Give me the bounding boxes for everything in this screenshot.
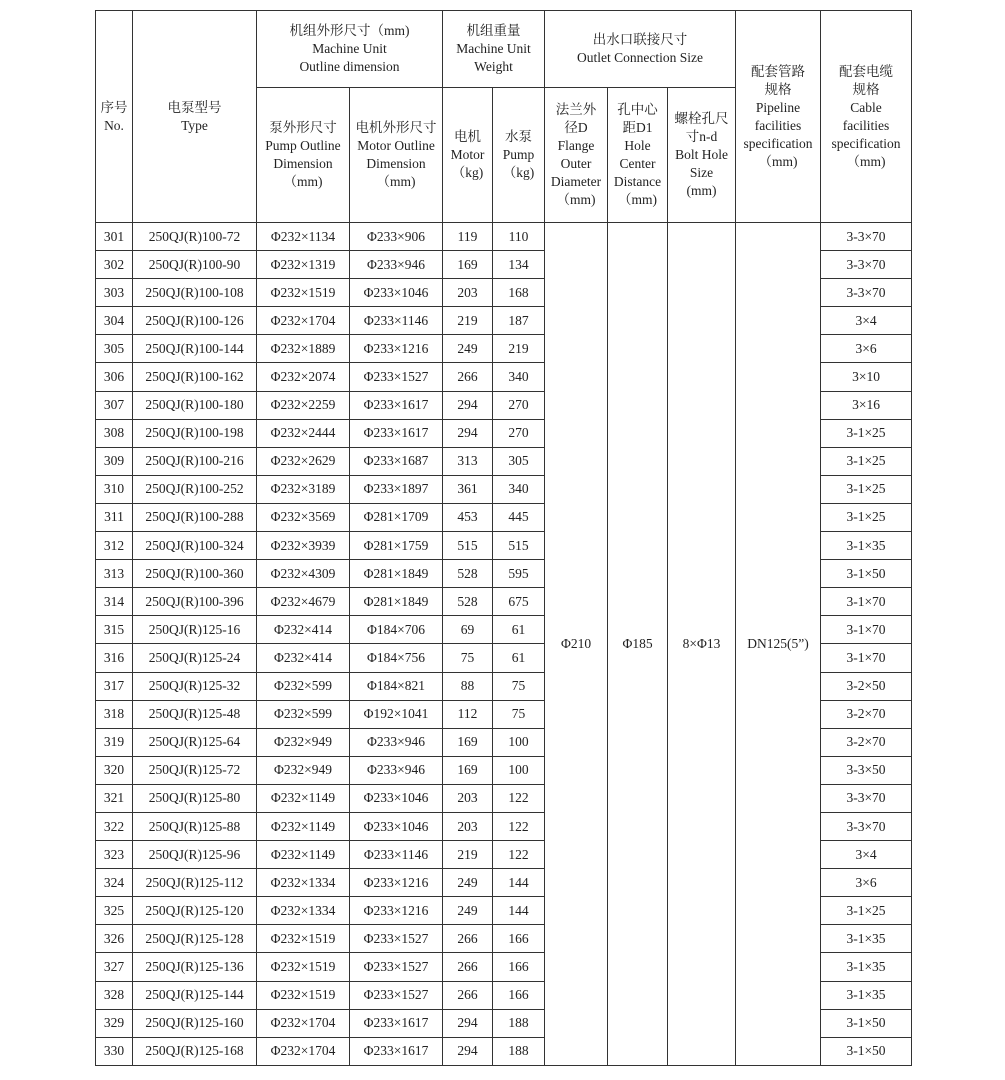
header-type-cn: 电泵型号 — [167, 99, 222, 115]
header-cable-unit: （mm) — [846, 153, 886, 169]
cell-type: 250QJ(R)100-360 — [133, 560, 257, 588]
cell-motor-weight: 88 — [443, 672, 493, 700]
header-pump-outline-en2: Dimension — [273, 156, 333, 171]
cell-pump-outline: Φ232×1519 — [257, 925, 350, 953]
cell-cable: 3-3×70 — [821, 279, 912, 307]
cell-motor-outline: Φ233×1527 — [350, 363, 443, 391]
cell-no: 306 — [96, 363, 133, 391]
header-type — [133, 11, 257, 223]
table-body — [96, 223, 912, 1066]
header-motor-weight — [443, 88, 493, 223]
cell-cable: 3-1×35 — [821, 532, 912, 560]
header-pump-weight — [493, 88, 545, 223]
header-cable — [821, 11, 912, 223]
cell-pump-outline: Φ232×3189 — [257, 475, 350, 503]
cell-cable: 3×6 — [821, 869, 912, 897]
cell-type: 250QJ(R)125-160 — [133, 1009, 257, 1037]
cell-pump-outline: Φ232×1519 — [257, 279, 350, 307]
cell-motor-weight: 453 — [443, 503, 493, 531]
cell-no: 314 — [96, 588, 133, 616]
table-row — [96, 223, 912, 251]
cell-pump-weight: 134 — [493, 251, 545, 279]
cell-motor-weight: 313 — [443, 447, 493, 475]
header-pump-outline-unit: （mm) — [283, 174, 323, 189]
cell-cable: 3-1×35 — [821, 981, 912, 1009]
header-pump-outline-cn: 泵外形尺寸 — [269, 120, 337, 135]
header-outline-en2: Outline dimension — [299, 59, 400, 74]
cell-type: 250QJ(R)100-180 — [133, 391, 257, 419]
cell-pump-outline: Φ232×949 — [257, 728, 350, 756]
cell-type: 250QJ(R)100-396 — [133, 588, 257, 616]
cell-pump-weight: 305 — [493, 447, 545, 475]
cell-motor-outline: Φ233×946 — [350, 251, 443, 279]
cell-pump-outline: Φ232×599 — [257, 672, 350, 700]
cell-no: 315 — [96, 616, 133, 644]
cell-pump-weight: 188 — [493, 1009, 545, 1037]
cell-no: 310 — [96, 475, 133, 503]
header-pump-outline-en1: Pump Outline — [265, 138, 341, 153]
table-header — [96, 11, 912, 223]
cell-cable: 3-1×50 — [821, 1009, 912, 1037]
cell-cable: 3-1×35 — [821, 953, 912, 981]
cell-pump-weight: 168 — [493, 279, 545, 307]
cell-no: 316 — [96, 644, 133, 672]
header-motor-outline — [350, 88, 443, 223]
cell-type: 250QJ(R)125-144 — [133, 981, 257, 1009]
cell-pump-weight: 445 — [493, 503, 545, 531]
cell-motor-weight: 203 — [443, 812, 493, 840]
cell-pump-outline: Φ232×1149 — [257, 784, 350, 812]
header-flange-unit: （mm) — [556, 192, 596, 207]
header-type-en: Type — [181, 117, 208, 133]
cell-type: 250QJ(R)125-72 — [133, 756, 257, 784]
cell-no: 301 — [96, 223, 133, 251]
cell-no: 326 — [96, 925, 133, 953]
cell-pump-weight: 166 — [493, 953, 545, 981]
cell-motor-outline: Φ281×1759 — [350, 532, 443, 560]
header-bolt — [668, 88, 736, 223]
cell-motor-weight: 249 — [443, 869, 493, 897]
header-flange — [545, 88, 608, 223]
cell-pump-weight: 122 — [493, 812, 545, 840]
cell-pump-outline: Φ232×1319 — [257, 251, 350, 279]
cell-pipeline: DN125(5”) — [736, 223, 821, 1066]
cell-pump-outline: Φ232×1704 — [257, 307, 350, 335]
header-pipeline-cn1: 配套管路 — [751, 63, 806, 79]
header-pipeline-unit: （mm) — [758, 153, 798, 169]
header-no — [96, 11, 133, 223]
cell-no: 322 — [96, 812, 133, 840]
header-flange-cn2: 径D — [564, 120, 588, 135]
cell-type: 250QJ(R)100-198 — [133, 419, 257, 447]
cell-pump-weight: 166 — [493, 925, 545, 953]
cell-motor-outline: Φ192×1041 — [350, 700, 443, 728]
header-weight — [443, 11, 545, 88]
cell-no: 330 — [96, 1037, 133, 1065]
cell-pump-outline: Φ232×4309 — [257, 560, 350, 588]
cell-motor-weight: 119 — [443, 223, 493, 251]
header-bolt-cn1: 螺栓孔尺 — [674, 111, 729, 126]
cell-no: 305 — [96, 335, 133, 363]
cell-motor-outline: Φ233×1046 — [350, 812, 443, 840]
cell-cable: 3-2×70 — [821, 728, 912, 756]
cell-pump-weight: 515 — [493, 532, 545, 560]
header-outline-cn: 机组外形尺寸（mm) — [289, 23, 410, 38]
cell-no: 327 — [96, 953, 133, 981]
cell-no: 311 — [96, 503, 133, 531]
header-bolt-en2: Size — [689, 165, 714, 180]
header-cable-en1: Cable — [850, 99, 882, 115]
cell-pump-weight: 340 — [493, 475, 545, 503]
cell-no: 303 — [96, 279, 133, 307]
header-hole-cn1: 孔中心 — [617, 102, 658, 117]
cell-motor-outline: Φ281×1709 — [350, 503, 443, 531]
cell-cable: 3-1×70 — [821, 616, 912, 644]
cell-pump-weight: 100 — [493, 756, 545, 784]
cell-motor-weight: 294 — [443, 1009, 493, 1037]
header-cable-en3: specification — [831, 135, 901, 151]
cell-cable: 3×4 — [821, 307, 912, 335]
header-motor-outline-en1: Motor Outline — [357, 138, 435, 153]
cell-motor-outline: Φ233×1897 — [350, 475, 443, 503]
header-hole-unit: （mm) — [618, 192, 658, 207]
cell-cable: 3-1×25 — [821, 503, 912, 531]
header-weight-cn: 机组重量 — [466, 23, 521, 38]
cell-pump-weight: 122 — [493, 841, 545, 869]
cell-pump-outline: Φ232×3939 — [257, 532, 350, 560]
cell-motor-weight: 249 — [443, 335, 493, 363]
cell-type: 250QJ(R)125-80 — [133, 784, 257, 812]
header-motor-outline-cn: 电机外形尺寸 — [355, 120, 437, 135]
cell-type: 250QJ(R)125-64 — [133, 728, 257, 756]
cell-cable: 3×10 — [821, 363, 912, 391]
header-motor-weight-cn: 电机 — [454, 129, 481, 144]
header-weight-en2: Weight — [474, 59, 513, 74]
cell-motor-outline: Φ233×1216 — [350, 897, 443, 925]
cell-motor-weight: 203 — [443, 784, 493, 812]
cell-motor-weight: 219 — [443, 307, 493, 335]
cell-motor-outline: Φ233×1046 — [350, 784, 443, 812]
header-flange-en3: Diameter — [550, 174, 602, 189]
cell-motor-weight: 528 — [443, 588, 493, 616]
header-flange-cn1: 法兰外 — [555, 102, 597, 117]
header-motor-weight-en: Motor — [450, 147, 485, 162]
cell-type: 250QJ(R)125-120 — [133, 897, 257, 925]
cell-motor-outline: Φ233×1617 — [350, 1037, 443, 1065]
header-flange-en2: Outer — [560, 156, 592, 171]
header-hole-en2: Center — [619, 156, 656, 171]
cell-cable: 3×4 — [821, 841, 912, 869]
cell-motor-weight: 219 — [443, 841, 493, 869]
header-pump-weight-en: Pump — [502, 147, 535, 162]
cell-motor-weight: 266 — [443, 953, 493, 981]
header-bolt-cn2: 寸n-d — [685, 129, 718, 144]
header-weight-en1: Machine Unit — [456, 41, 531, 56]
cell-motor-weight: 294 — [443, 419, 493, 447]
cell-motor-outline: Φ233×1146 — [350, 307, 443, 335]
cell-pump-outline: Φ232×1149 — [257, 812, 350, 840]
cell-pump-weight: 144 — [493, 869, 545, 897]
cell-pump-outline: Φ232×414 — [257, 644, 350, 672]
header-pump-weight-cn: 水泵 — [505, 129, 532, 144]
header-hole-en3: Distance — [613, 174, 662, 189]
cell-cable: 3-2×50 — [821, 672, 912, 700]
header-hole-en1: Hole — [624, 138, 651, 153]
cell-no: 318 — [96, 700, 133, 728]
cell-no: 328 — [96, 981, 133, 1009]
cell-pump-outline: Φ232×1134 — [257, 223, 350, 251]
cell-motor-weight: 112 — [443, 700, 493, 728]
cell-pump-weight: 675 — [493, 588, 545, 616]
cell-pump-outline: Φ232×414 — [257, 616, 350, 644]
cell-cable: 3-1×50 — [821, 560, 912, 588]
header-motor-outline-en2: Dimension — [366, 156, 426, 171]
header-pump-outline — [257, 88, 350, 223]
cell-no: 320 — [96, 756, 133, 784]
header-hole-cn2: 距D1 — [622, 120, 653, 135]
cell-pump-weight: 100 — [493, 728, 545, 756]
header-cable-cn2: 规格 — [852, 81, 880, 97]
cell-motor-weight: 169 — [443, 251, 493, 279]
cell-no: 325 — [96, 897, 133, 925]
cell-motor-outline: Φ233×1527 — [350, 953, 443, 981]
cell-pump-outline: Φ232×1334 — [257, 897, 350, 925]
cell-cable: 3-1×25 — [821, 447, 912, 475]
cell-pump-outline: Φ232×3569 — [257, 503, 350, 531]
cell-pump-outline: Φ232×2074 — [257, 363, 350, 391]
cell-no: 321 — [96, 784, 133, 812]
cell-type: 250QJ(R)125-96 — [133, 841, 257, 869]
cell-motor-outline: Φ233×1527 — [350, 981, 443, 1009]
cell-no: 307 — [96, 391, 133, 419]
cell-pump-weight: 270 — [493, 391, 545, 419]
header-cable-cn1: 配套电缆 — [839, 63, 894, 79]
header-bolt-en1: Bolt Hole — [675, 147, 728, 162]
cell-type: 250QJ(R)100-126 — [133, 307, 257, 335]
header-no-cn: 序号 — [100, 99, 128, 115]
header-outline-en1: Machine Unit — [312, 41, 387, 56]
cell-motor-weight: 75 — [443, 644, 493, 672]
cell-type: 250QJ(R)100-252 — [133, 475, 257, 503]
cell-type: 250QJ(R)125-136 — [133, 953, 257, 981]
header-motor-weight-unit: （kg) — [451, 165, 484, 180]
cell-pump-outline: Φ232×2259 — [257, 391, 350, 419]
header-no-en: No. — [104, 117, 124, 133]
cell-pump-weight: 187 — [493, 307, 545, 335]
cell-cable: 3-3×70 — [821, 784, 912, 812]
cell-no: 302 — [96, 251, 133, 279]
cell-type: 250QJ(R)125-112 — [133, 869, 257, 897]
cell-type: 250QJ(R)100-108 — [133, 279, 257, 307]
cell-motor-outline: Φ281×1849 — [350, 560, 443, 588]
cell-type: 250QJ(R)100-216 — [133, 447, 257, 475]
cell-motor-weight: 249 — [443, 897, 493, 925]
cell-motor-weight: 266 — [443, 981, 493, 1009]
pump-spec-table — [95, 10, 912, 1066]
cell-type: 250QJ(R)100-288 — [133, 503, 257, 531]
cell-pump-weight: 61 — [493, 644, 545, 672]
cell-no: 324 — [96, 869, 133, 897]
header-pipeline — [736, 11, 821, 223]
cell-pump-weight: 75 — [493, 672, 545, 700]
cell-pump-outline: Φ232×4679 — [257, 588, 350, 616]
cell-motor-weight: 203 — [443, 279, 493, 307]
cell-pump-weight: 75 — [493, 700, 545, 728]
cell-pump-weight: 595 — [493, 560, 545, 588]
cell-motor-outline: Φ233×946 — [350, 756, 443, 784]
cell-motor-weight: 169 — [443, 756, 493, 784]
cell-cable: 3×6 — [821, 335, 912, 363]
cell-type: 250QJ(R)125-168 — [133, 1037, 257, 1065]
cell-pump-weight: 61 — [493, 616, 545, 644]
cell-pump-outline: Φ232×1334 — [257, 869, 350, 897]
cell-motor-outline: Φ233×1216 — [350, 869, 443, 897]
cell-motor-outline: Φ184×821 — [350, 672, 443, 700]
cell-pump-outline: Φ232×1704 — [257, 1037, 350, 1065]
cell-no: 319 — [96, 728, 133, 756]
cell-motor-weight: 266 — [443, 363, 493, 391]
cell-type: 250QJ(R)125-32 — [133, 672, 257, 700]
cell-pump-weight: 188 — [493, 1037, 545, 1065]
header-outlet-cn: 出水口联接尺寸 — [592, 32, 688, 47]
cell-motor-outline: Φ184×756 — [350, 644, 443, 672]
cell-cable: 3×16 — [821, 391, 912, 419]
cell-pump-outline: Φ232×2629 — [257, 447, 350, 475]
cell-cable: 3-1×25 — [821, 419, 912, 447]
cell-pump-weight: 166 — [493, 981, 545, 1009]
cell-type: 250QJ(R)100-90 — [133, 251, 257, 279]
cell-type: 250QJ(R)125-128 — [133, 925, 257, 953]
cell-pump-weight: 340 — [493, 363, 545, 391]
cell-no: 313 — [96, 560, 133, 588]
cell-pump-outline: Φ232×1519 — [257, 953, 350, 981]
cell-type: 250QJ(R)125-24 — [133, 644, 257, 672]
cell-type: 250QJ(R)100-144 — [133, 335, 257, 363]
cell-motor-weight: 515 — [443, 532, 493, 560]
cell-motor-outline: Φ281×1849 — [350, 588, 443, 616]
cell-type: 250QJ(R)125-88 — [133, 812, 257, 840]
cell-type: 250QJ(R)100-72 — [133, 223, 257, 251]
cell-no: 308 — [96, 419, 133, 447]
cell-pump-outline: Φ232×1149 — [257, 841, 350, 869]
cell-bolt-size: 8×Φ13 — [668, 223, 736, 1066]
header-cable-en2: facilities — [842, 117, 890, 133]
cell-motor-outline: Φ233×1687 — [350, 447, 443, 475]
cell-no: 329 — [96, 1009, 133, 1037]
cell-no: 312 — [96, 532, 133, 560]
cell-no: 304 — [96, 307, 133, 335]
header-flange-en1: Flange — [557, 138, 595, 153]
cell-motor-weight: 528 — [443, 560, 493, 588]
cell-cable: 3-1×25 — [821, 897, 912, 925]
cell-motor-weight: 169 — [443, 728, 493, 756]
cell-motor-outline: Φ233×906 — [350, 223, 443, 251]
header-hole — [608, 88, 668, 223]
cell-cable: 3-3×70 — [821, 251, 912, 279]
cell-pump-weight: 122 — [493, 784, 545, 812]
cell-no: 317 — [96, 672, 133, 700]
cell-motor-outline: Φ233×1527 — [350, 925, 443, 953]
cell-cable: 3-3×50 — [821, 756, 912, 784]
cell-motor-weight: 361 — [443, 475, 493, 503]
cell-type: 250QJ(R)100-324 — [133, 532, 257, 560]
cell-pump-weight: 270 — [493, 419, 545, 447]
cell-motor-outline: Φ233×1216 — [350, 335, 443, 363]
header-pipeline-en2: facilities — [754, 117, 802, 133]
header-bolt-unit: (mm) — [686, 183, 717, 198]
header-outlet-en: Outlet Connection Size — [577, 50, 703, 65]
cell-motor-outline: Φ233×1617 — [350, 419, 443, 447]
cell-type: 250QJ(R)100-162 — [133, 363, 257, 391]
cell-no: 309 — [96, 447, 133, 475]
header-pipeline-en1: Pipeline — [755, 99, 801, 115]
cell-cable: 3-1×25 — [821, 475, 912, 503]
cell-motor-weight: 294 — [443, 391, 493, 419]
cell-motor-outline: Φ233×1617 — [350, 1009, 443, 1037]
cell-pump-outline: Φ232×1704 — [257, 1009, 350, 1037]
cell-cable: 3-3×70 — [821, 223, 912, 251]
cell-no: 323 — [96, 841, 133, 869]
cell-hole-distance: Φ185 — [608, 223, 668, 1066]
cell-motor-outline: Φ233×946 — [350, 728, 443, 756]
cell-cable: 3-1×70 — [821, 644, 912, 672]
cell-pump-outline: Φ232×2444 — [257, 419, 350, 447]
header-pipeline-cn2: 规格 — [764, 81, 792, 97]
cell-cable: 3-1×50 — [821, 1037, 912, 1065]
cell-motor-weight: 69 — [443, 616, 493, 644]
header-motor-outline-unit: （mm) — [376, 174, 416, 189]
header-pipeline-en3: specification — [743, 135, 813, 151]
cell-cable: 3-1×35 — [821, 925, 912, 953]
cell-pump-weight: 219 — [493, 335, 545, 363]
cell-motor-outline: Φ233×1146 — [350, 841, 443, 869]
cell-cable: 3-3×70 — [821, 812, 912, 840]
cell-motor-weight: 294 — [443, 1037, 493, 1065]
cell-pump-weight: 110 — [493, 223, 545, 251]
cell-type: 250QJ(R)125-16 — [133, 616, 257, 644]
cell-pump-outline: Φ232×949 — [257, 756, 350, 784]
cell-pump-outline: Φ232×1519 — [257, 981, 350, 1009]
header-outline — [257, 11, 443, 88]
cell-pump-outline: Φ232×1889 — [257, 335, 350, 363]
cell-pump-weight: 144 — [493, 897, 545, 925]
cell-motor-outline: Φ233×1046 — [350, 279, 443, 307]
cell-motor-outline: Φ184×706 — [350, 616, 443, 644]
cell-pump-outline: Φ232×599 — [257, 700, 350, 728]
header-outlet — [545, 11, 736, 88]
cell-cable: 3-1×70 — [821, 588, 912, 616]
cell-flange-diameter: Φ210 — [545, 223, 608, 1066]
cell-motor-weight: 266 — [443, 925, 493, 953]
header-pump-weight-unit: （kg) — [502, 165, 535, 180]
cell-cable: 3-2×70 — [821, 700, 912, 728]
cell-type: 250QJ(R)125-48 — [133, 700, 257, 728]
cell-motor-outline: Φ233×1617 — [350, 391, 443, 419]
